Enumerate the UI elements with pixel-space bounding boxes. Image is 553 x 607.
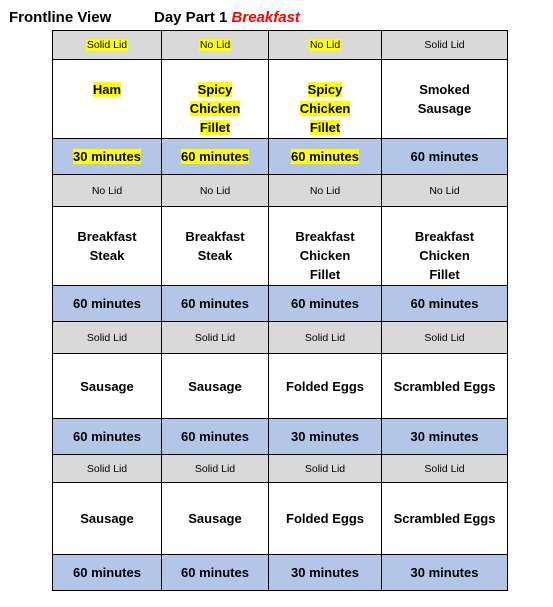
item-cell: Scrambled Eggs xyxy=(382,354,508,419)
time-cell: 30 minutes xyxy=(269,555,382,591)
lid-cell: No Lid xyxy=(53,175,162,207)
time-cell: 30 minutes xyxy=(382,419,508,455)
item-cell xyxy=(162,207,269,286)
item-line: Chicken xyxy=(299,248,351,263)
item-line: Breakfast xyxy=(295,229,355,244)
lid-row xyxy=(53,455,508,483)
time-cell: 60 minutes xyxy=(162,419,269,455)
item-cell xyxy=(53,60,162,139)
time-cell: 60 minutes xyxy=(162,286,269,322)
time-row xyxy=(53,555,508,591)
day-part-heading xyxy=(154,9,300,26)
lid-row xyxy=(53,31,508,60)
item-cell xyxy=(269,60,382,139)
time-label: 60 minutes xyxy=(291,149,359,164)
lid-cell: Solid Lid xyxy=(269,322,382,354)
item-row xyxy=(53,207,508,286)
item-row xyxy=(53,483,508,555)
day-part-label: Day Part 1 xyxy=(154,9,228,26)
lid-cell: No Lid xyxy=(269,175,382,207)
lid-cell: Solid Lid xyxy=(53,322,162,354)
time-cell: 60 minutes xyxy=(269,286,382,322)
item-row xyxy=(53,60,508,139)
item-line: Chicken xyxy=(299,101,351,116)
item-cell: Sausage xyxy=(162,483,269,555)
item-cell: Folded Eggs xyxy=(269,354,382,419)
item-line: Fillet xyxy=(429,267,460,282)
item-line: Spicy xyxy=(197,82,233,97)
time-cell xyxy=(269,139,382,175)
item-cell xyxy=(269,207,382,286)
time-cell: 60 minutes xyxy=(53,419,162,455)
lid-cell: Solid Lid xyxy=(162,455,269,483)
item-cell xyxy=(382,60,508,139)
item-line: Sausage xyxy=(417,101,472,116)
item-cell: Scrambled Eggs xyxy=(382,483,508,555)
item-cell xyxy=(162,60,269,139)
lid-cell: Solid Lid xyxy=(269,455,382,483)
time-cell xyxy=(382,139,508,175)
time-label: 60 minutes xyxy=(410,149,479,164)
time-row xyxy=(53,286,508,322)
time-row xyxy=(53,419,508,455)
lid-cell xyxy=(382,31,508,60)
item-row xyxy=(53,354,508,419)
item-cell: Sausage xyxy=(53,483,162,555)
item-line: Spicy xyxy=(307,82,343,97)
lid-cell: Solid Lid xyxy=(382,455,508,483)
item-line: Fillet xyxy=(309,267,341,282)
lid-label: No Lid xyxy=(199,39,231,51)
time-label: 30 minutes xyxy=(73,149,141,164)
item-line: Fillet xyxy=(199,120,231,135)
lid-cell xyxy=(53,31,162,60)
item-line: Ham xyxy=(92,82,122,97)
time-cell xyxy=(53,139,162,175)
lid-cell xyxy=(162,31,269,60)
item-line: Breakfast xyxy=(77,229,137,244)
lid-cell: Solid Lid xyxy=(382,322,508,354)
lid-cell xyxy=(269,31,382,60)
meal-label: Breakfast xyxy=(231,9,300,26)
time-cell: 60 minutes xyxy=(53,286,162,322)
lid-label: Solid Lid xyxy=(424,39,465,51)
item-cell: Folded Eggs xyxy=(269,483,382,555)
item-line: Steak xyxy=(89,248,125,263)
time-cell: 60 minutes xyxy=(162,555,269,591)
item-line: Chicken xyxy=(419,248,470,263)
lid-cell: No Lid xyxy=(162,175,269,207)
item-line: Chicken xyxy=(189,101,241,116)
item-line: Breakfast xyxy=(185,229,245,244)
lid-cell: Solid Lid xyxy=(53,455,162,483)
time-cell: 30 minutes xyxy=(382,555,508,591)
lid-label: No Lid xyxy=(309,39,341,51)
time-cell: 60 minutes xyxy=(382,286,508,322)
item-cell xyxy=(53,207,162,286)
item-cell xyxy=(382,207,508,286)
lid-label: Solid Lid xyxy=(86,39,128,51)
lid-row xyxy=(53,322,508,354)
lid-cell: Solid Lid xyxy=(162,322,269,354)
item-cell: Sausage xyxy=(53,354,162,419)
time-label: 60 minutes xyxy=(181,149,249,164)
lid-row xyxy=(53,175,508,207)
time-cell: 60 minutes xyxy=(53,555,162,591)
item-line: Smoked xyxy=(419,82,470,97)
time-cell xyxy=(162,139,269,175)
item-line: Breakfast xyxy=(414,229,475,244)
time-cell: 30 minutes xyxy=(269,419,382,455)
item-line: Fillet xyxy=(309,120,341,135)
page-title: Frontline View xyxy=(9,9,112,26)
time-row xyxy=(53,139,508,175)
lid-cell: No Lid xyxy=(382,175,508,207)
holding-grid xyxy=(52,30,508,591)
item-cell: Sausage xyxy=(162,354,269,419)
item-line: Steak xyxy=(197,248,233,263)
